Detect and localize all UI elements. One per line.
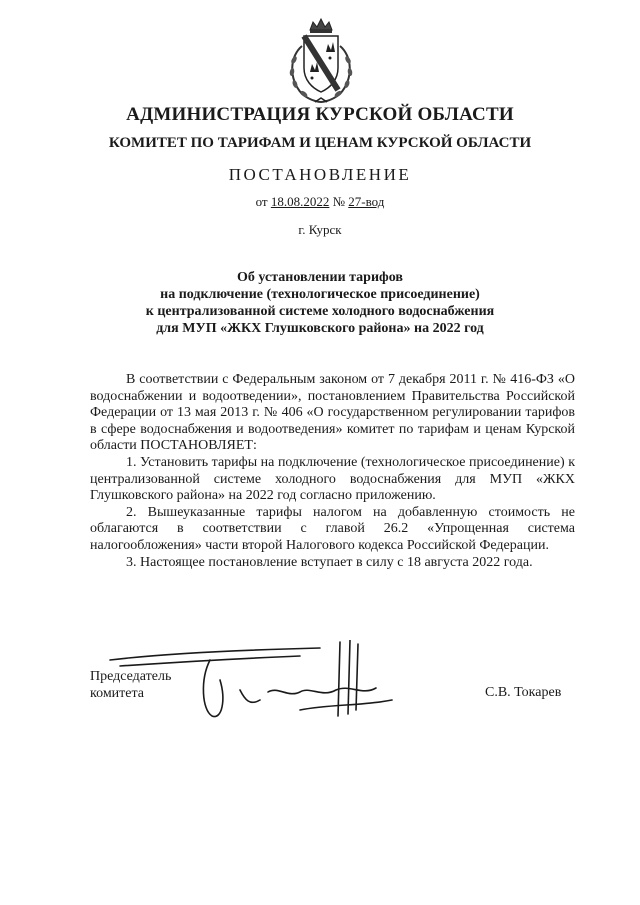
city: г. Курск — [298, 222, 342, 237]
date-number-line — [0, 194, 640, 210]
clause-2: 2. Вышеуказанные тарифы налогом на добавленную стоимость не облагаются в соответствии с главой 26.2 «Упрощенная система налогообложения» части второй Налогового кодекса Российской Федерации. — [90, 504, 575, 553]
clause-3: 3. Настоящее постановление вступает в силу с 18 августа 2022 года. — [126, 554, 533, 570]
number-prefix: № — [332, 194, 346, 209]
administration-heading: АДМИНИСТРАЦИЯ КУРСКОЙ ОБЛАСТИ — [126, 104, 514, 125]
preamble-paragraph: В соответствии с Федеральным законом от 7 декабря 2011 г. № 416-ФЗ «О водоснабжении и водоотведении», постановлением Правительства Российской Федерации от 13 мая 2013 г. № 406 «О государственном регулировании тарифов в сфере водоснабжения и водоотведения» комитет по тарифам и ценам Курской области ПОСТАНОВЛЯЕТ: — [90, 372, 575, 454]
document-body — [90, 372, 575, 571]
position-line-1: Председатель — [90, 669, 172, 684]
signatory-name: С.В. Токарев — [485, 685, 562, 700]
document-number: 27-вод — [348, 194, 385, 209]
position-line-2: комитета — [90, 686, 145, 701]
title-line: на подключение (технологическое присоединение) — [160, 287, 480, 302]
title-line: к централизованной системе холодного водоснабжения — [145, 304, 495, 319]
coat-of-arms-icon — [282, 16, 360, 106]
title-line: для МУП «ЖКХ Глушковского района» на 2022 год — [156, 321, 484, 336]
handwritten-signature-icon — [100, 640, 400, 720]
document-date: 18.08.2022 — [270, 194, 330, 209]
committee-heading: КОМИТЕТ ПО ТАРИФАМ И ЦЕНАМ КУРСКОЙ ОБЛАСТИ — [108, 135, 532, 151]
date-prefix: от — [255, 194, 268, 209]
clause-1: 1. Установить тарифы на подключение (технологическое присоединение) к централизованной системе холодного водоснабжения для МУП «ЖКХ Глушковского района» на 2022 год согласно приложению. — [90, 454, 575, 504]
document-type: ПОСТАНОВЛЕНИЕ — [228, 165, 412, 184]
title-line: Об установлении тарифов — [237, 270, 403, 285]
document-title — [0, 269, 640, 337]
